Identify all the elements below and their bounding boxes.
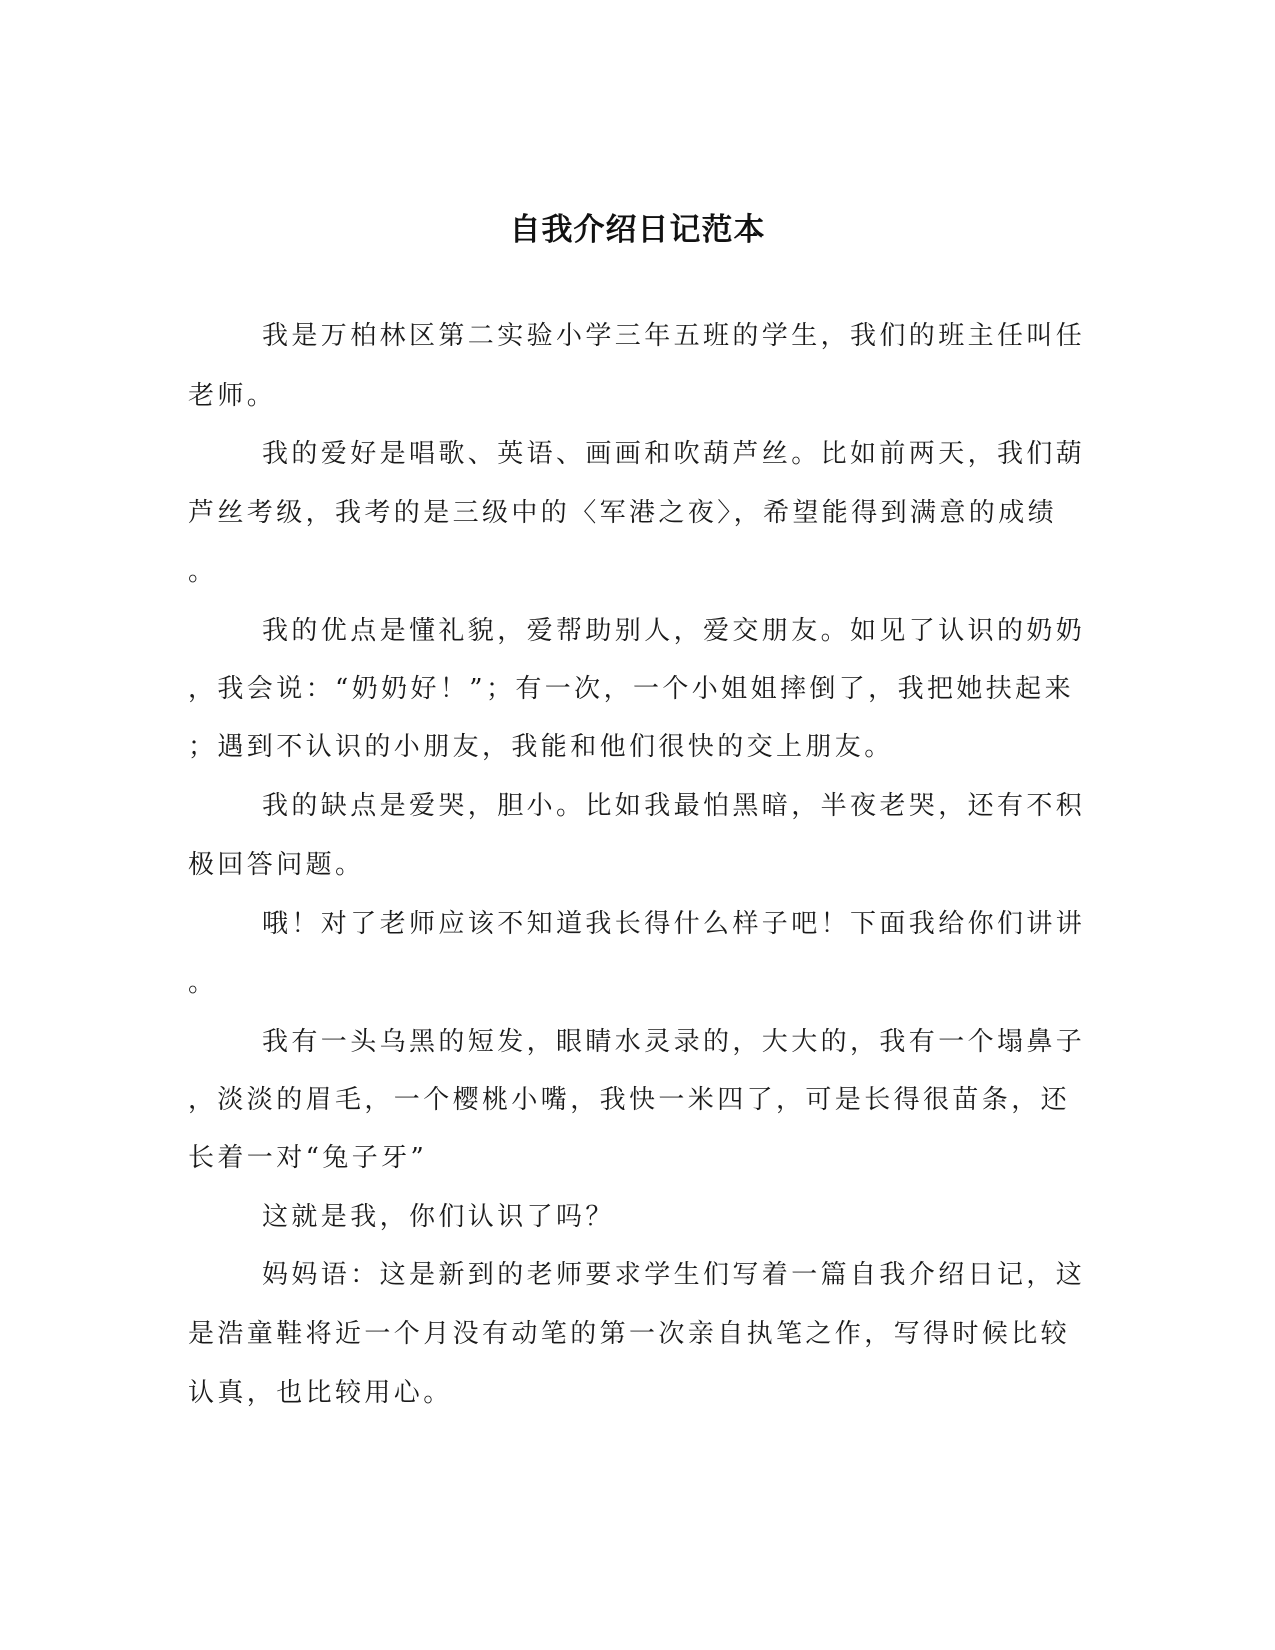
paragraph-4-line-2: 极回答问题。	[188, 850, 365, 880]
paragraph-6-line-2: ，淡淡的眉毛，一个樱桃小嘴，我快一米四了，可是长得很苗条，还	[188, 1085, 1071, 1115]
paragraph-8-line-2: 是浩童鞋将近一个月没有动笔的第一次亲自执笔之作，写得时候比较	[188, 1319, 1071, 1349]
paragraph-3-line-1: 我的优点是懂礼貌，爱帮助别人，爱交朋友。如见了认识的奶奶	[262, 616, 1086, 646]
paragraph-2-line-3: 。	[188, 557, 218, 587]
paragraph-4-line-1: 我的缺点是爱哭，胆小。比如我最怕黑暗，半夜老哭，还有不积	[262, 791, 1086, 821]
paragraph-8-line-1: 妈妈语：这是新到的老师要求学生们写着一篇自我介绍日记，这	[262, 1260, 1086, 1290]
paragraph-2-line-2: 芦丝考级，我考的是三级中的〈军港之夜〉，希望能得到满意的成绩	[188, 498, 1058, 528]
paragraph-6-line-1: 我有一头乌黑的短发，眼睛水灵录的，大大的，我有一个塌鼻子	[262, 1027, 1086, 1057]
paragraph-2-line-1: 我的爱好是唱歌、英语、画画和吹葫芦丝。比如前两天，我们葫	[262, 439, 1086, 469]
paragraph-5-line-2: 。	[188, 968, 218, 998]
paragraph-6-line-3: 长着一对“兔子牙”	[188, 1143, 428, 1173]
document-title: 自我介绍日记范本	[509, 212, 766, 248]
paragraph-5-line-1: 哦！对了老师应该不知道我长得什么样子吧！下面我给你们讲讲	[262, 909, 1086, 939]
paragraph-1-line-1: 我是万柏林区第二实验小学三年五班的学生，我们的班主任叫任	[262, 321, 1086, 351]
paragraph-3-line-2: ，我会说：“奶奶好！”；有一次，一个小姐姐摔倒了，我把她扶起来	[188, 674, 1074, 704]
paragraph-1-line-2: 老师。	[188, 381, 277, 411]
paragraph-3-line-3: ；遇到不认识的小朋友，我能和他们很快的交上朋友。	[188, 732, 894, 762]
paragraph-8-line-3: 认真，也比较用心。	[188, 1378, 453, 1408]
paragraph-7-line-1: 这就是我，你们认识了吗？	[262, 1202, 615, 1232]
